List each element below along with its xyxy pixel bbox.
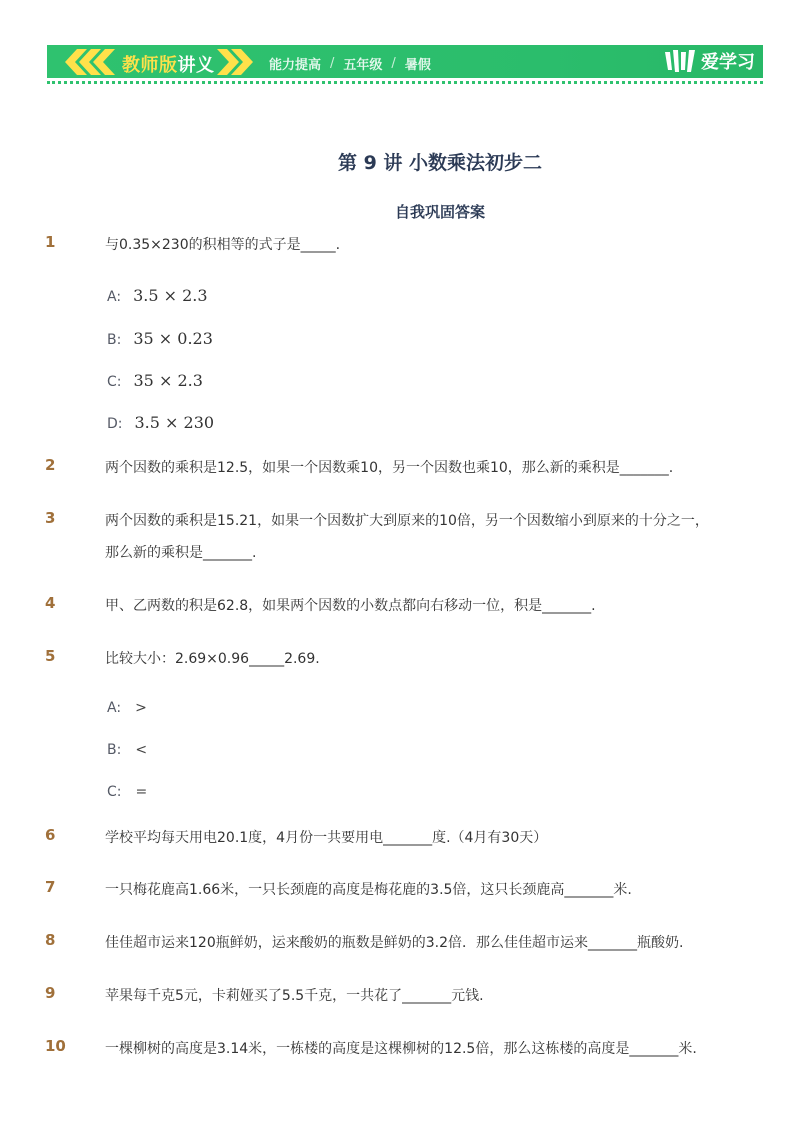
header-banner: [47, 45, 763, 78]
option-b: [107, 742, 147, 758]
question-number: 6: [45, 826, 56, 844]
header-divider: [47, 81, 763, 84]
breadcrumb-separator: /: [330, 56, 335, 71]
question-text: 佳佳超市运来120瓶鲜奶，运来酸奶的瓶数是鲜奶的3.2倍．那么佳佳超市运来_______瓶酸奶.: [105, 935, 684, 951]
option-value: 35 × 0.23: [133, 329, 213, 348]
banner-title-part1: 教师版: [122, 55, 178, 76]
option-label: B:: [107, 742, 122, 758]
option-c: [107, 371, 203, 390]
option-value: >: [135, 700, 147, 716]
option-value: 3.5 × 230: [134, 413, 215, 432]
lecture-title: 第 9 讲 小数乘法初步二: [337, 152, 543, 174]
option-a: [107, 700, 147, 716]
question-text: 两个因数的乘积是12.5，如果一个因数乘10，另一个因数也乘10，那么新的乘积是_______.: [105, 460, 674, 476]
question-text: 学校平均每天用电20.1度，4月份一共要用电_______度.（4月有30天）: [105, 830, 548, 846]
option-label: A:: [107, 700, 122, 716]
question-text: 苹果每千克5元，卡莉娅买了5.5千克，一共花了_______元钱.: [105, 988, 484, 1004]
brand-logo: [663, 48, 755, 74]
double-chevron-right-icon: [207, 47, 267, 77]
question-text: 与0.35×230的积相等的式子是_____.: [105, 237, 341, 253]
option-c: [107, 784, 147, 800]
question-number: 9: [45, 984, 56, 1002]
option-value: 3.5 × 2.3: [133, 286, 208, 305]
question-text-line2: 那么新的乘积是_______.: [105, 545, 257, 561]
question-number: 10: [45, 1037, 66, 1055]
option-label: A:: [107, 289, 122, 305]
banner-title-part2: 讲义: [177, 55, 215, 76]
banner-title: [122, 51, 215, 77]
brand-mark-icon: [663, 48, 697, 74]
brand-name: 爱学习: [701, 52, 755, 73]
question-text: 一只梅花鹿高1.66米，一只长颈鹿的高度是梅花鹿的3.5倍，这只长颈鹿高_______米.: [105, 882, 632, 898]
option-a: [107, 286, 208, 305]
question-number: 3: [45, 509, 56, 527]
question-text: 甲、乙两数的积是62.8，如果两个因数的小数点都向右移动一位，积是_______.: [105, 598, 596, 614]
question-text: 比较大小：2.69×0.96_____2.69.: [105, 651, 320, 667]
question-number: 1: [45, 233, 56, 251]
option-label: B:: [107, 332, 122, 348]
option-value: =: [135, 784, 148, 800]
breadcrumb: [269, 54, 431, 73]
option-value: <: [135, 742, 148, 758]
question-number: 2: [45, 456, 56, 474]
section-title: 自我巩固答案: [394, 203, 485, 221]
option-label: C:: [107, 784, 122, 800]
option-label: C:: [107, 374, 122, 390]
breadcrumb-item: 五年级: [343, 58, 383, 73]
question-number: 8: [45, 931, 56, 949]
option-b: [107, 329, 213, 348]
double-chevron-left-icon: [55, 47, 125, 77]
option-label: D:: [107, 416, 123, 432]
option-value: 35 × 2.3: [133, 371, 203, 390]
breadcrumb-item: 能力提高: [269, 58, 322, 73]
question-number: 5: [45, 647, 56, 665]
question-text: 两个因数的乘积是15.21，如果一个因数扩大到原来的10倍，另一个因数缩小到原来的十分之一，: [105, 513, 709, 529]
question-number: 4: [45, 594, 56, 612]
question-text: 一棵柳树的高度是3.14米，一栋楼的高度是这棵柳树的12.5倍，那么这栋楼的高度是_______米.: [105, 1041, 697, 1057]
breadcrumb-item: 暑假: [404, 58, 431, 73]
option-d: [107, 413, 214, 432]
breadcrumb-separator: /: [391, 56, 396, 71]
question-number: 7: [45, 878, 56, 896]
